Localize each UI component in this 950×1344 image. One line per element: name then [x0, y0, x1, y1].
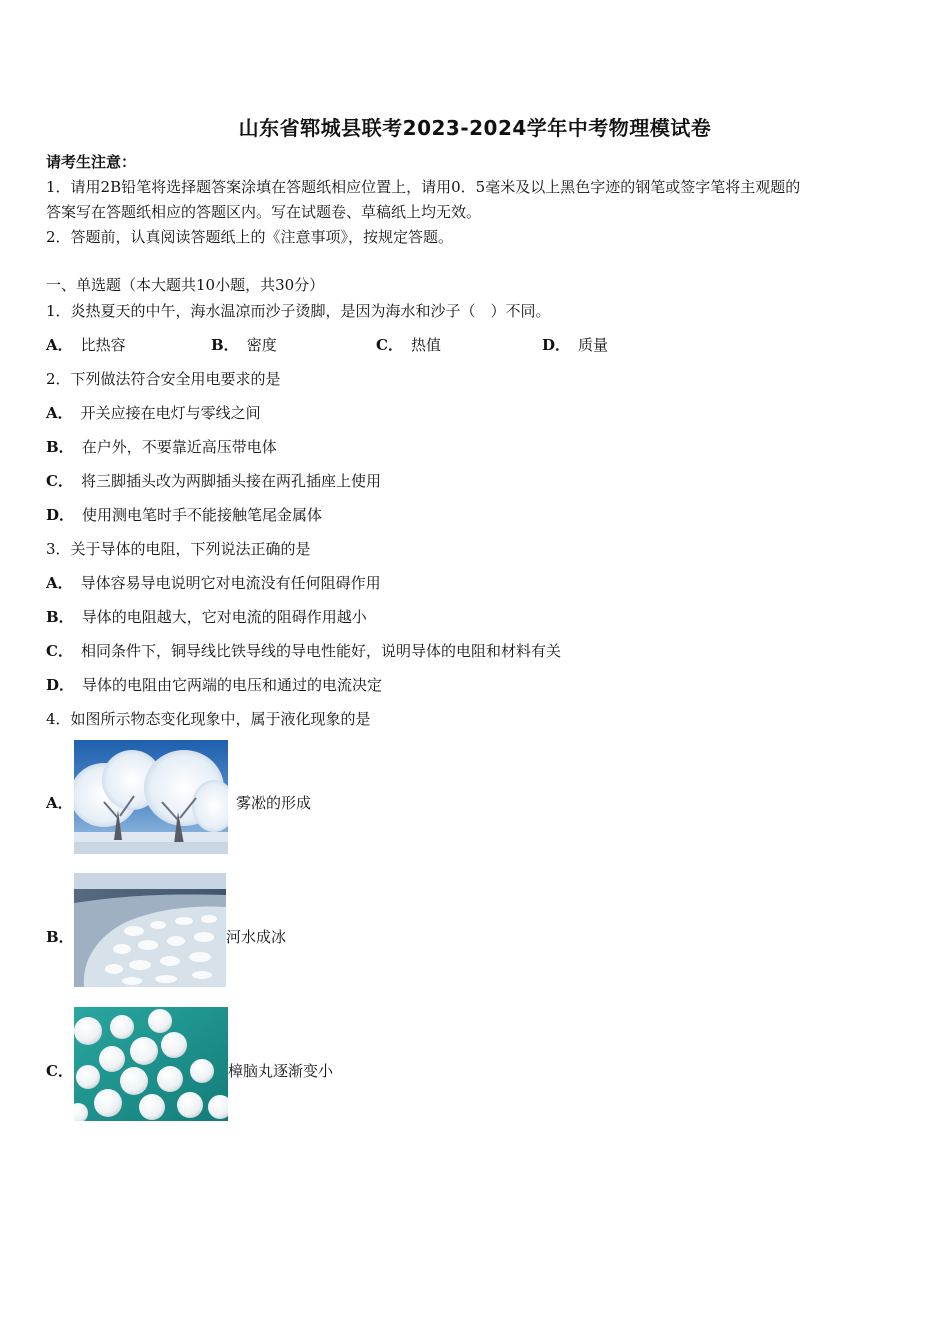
option-text: 相同条件下，铜导线比铁导线的导电性能好，说明导体的电阻和材料有关: [80, 642, 561, 660]
question-2-option-d: [46, 505, 322, 525]
question-4-option-b: [46, 873, 346, 989]
question-1-option-b: [211, 335, 277, 355]
question-1-option-d: [542, 335, 608, 355]
option-text: 开关应接在电灯与零线之间: [80, 404, 261, 422]
option-key: C．: [376, 336, 403, 354]
option-text: 比热容: [80, 336, 126, 354]
option-text: 河水成冰: [226, 928, 287, 946]
option-key: D．: [46, 676, 75, 694]
option-text: 导体的电阻由它两端的电压和通过的电流决定: [82, 676, 383, 694]
question-4-stem: 4．如图所示物态变化现象中，属于液化现象的是: [46, 710, 371, 728]
frozen-river-photo-icon: [74, 873, 226, 987]
question-4-option-a: [46, 740, 346, 856]
question-2-option-b: [46, 437, 277, 457]
frost-trees-photo-icon: [74, 740, 228, 854]
option-text: 使用测电笔时手不能接触笔尾金属体: [82, 506, 323, 524]
question-2-option-a: [46, 403, 261, 423]
mothballs-photo-icon: [74, 1007, 228, 1121]
option-key: D．: [46, 506, 75, 524]
question-2-option-c: [46, 471, 381, 491]
question-4-option-c: [46, 1007, 366, 1123]
option-key: A．: [46, 574, 73, 592]
question-3-option-b: [46, 607, 367, 627]
section-heading: 一、单选题（本大题共10小题，共30分）: [46, 276, 325, 294]
question-3-stem: 3．关于导体的电阻，下列说法正确的是: [46, 540, 311, 558]
option-text: 导体容易导电说明它对电流没有任何阻碍作用: [80, 574, 381, 592]
option-key: B．: [46, 928, 74, 946]
option-text: 热值: [410, 336, 441, 354]
option-text: 雾凇的形成: [236, 794, 312, 812]
question-1-stem: 1．炎热夏天的中午，海水温凉而沙子烫脚，是因为海水和沙子（ ）不同。: [46, 302, 551, 320]
option-key: C．: [46, 642, 73, 660]
notice-item-2: 2．答题前，认真阅读答题纸上的《注意事项》，按规定答题。: [46, 228, 454, 246]
option-text: 樟脑丸逐渐变小: [228, 1062, 334, 1080]
option-key: C．: [46, 472, 73, 490]
option-text: 质量: [578, 336, 609, 354]
question-3-option-c: [46, 641, 561, 661]
option-text: 在户外，不要靠近高压带电体: [81, 438, 277, 456]
notice-item-1-line-1: 1．请用2B铅笔将选择题答案涂填在答题纸相应位置上，请用0．5毫米及以上黑色字迹的钢笔或签字笔将主观题的: [46, 178, 801, 196]
option-key: A．: [46, 404, 73, 422]
option-key: B．: [211, 336, 239, 354]
option-key: C．: [46, 1062, 73, 1080]
option-key: A．: [46, 794, 73, 812]
option-key: B．: [46, 438, 74, 456]
option-text: 导体的电阻越大，它对电流的阻碍作用越小: [81, 608, 367, 626]
question-3-option-d: [46, 675, 382, 695]
option-text: 密度: [246, 336, 277, 354]
option-text: 将三脚插头改为两脚插头接在两孔插座上使用: [80, 472, 381, 490]
question-1-option-a: [46, 335, 126, 355]
notice-label: 请考生注意：: [46, 153, 137, 171]
question-1-option-c: [376, 335, 441, 355]
question-3-option-a: [46, 573, 381, 593]
option-key: B．: [46, 608, 74, 626]
page-title: 山东省郓城县联考2023-2024学年中考物理模试卷: [238, 116, 712, 140]
option-key: D．: [542, 336, 571, 354]
option-key: A．: [46, 336, 73, 354]
notice-item-1-line-2: 答案写在答题纸相应的答题区内。写在试题卷、草稿纸上均无效。: [46, 203, 482, 221]
question-2-stem: 2．下列做法符合安全用电要求的是: [46, 370, 281, 388]
